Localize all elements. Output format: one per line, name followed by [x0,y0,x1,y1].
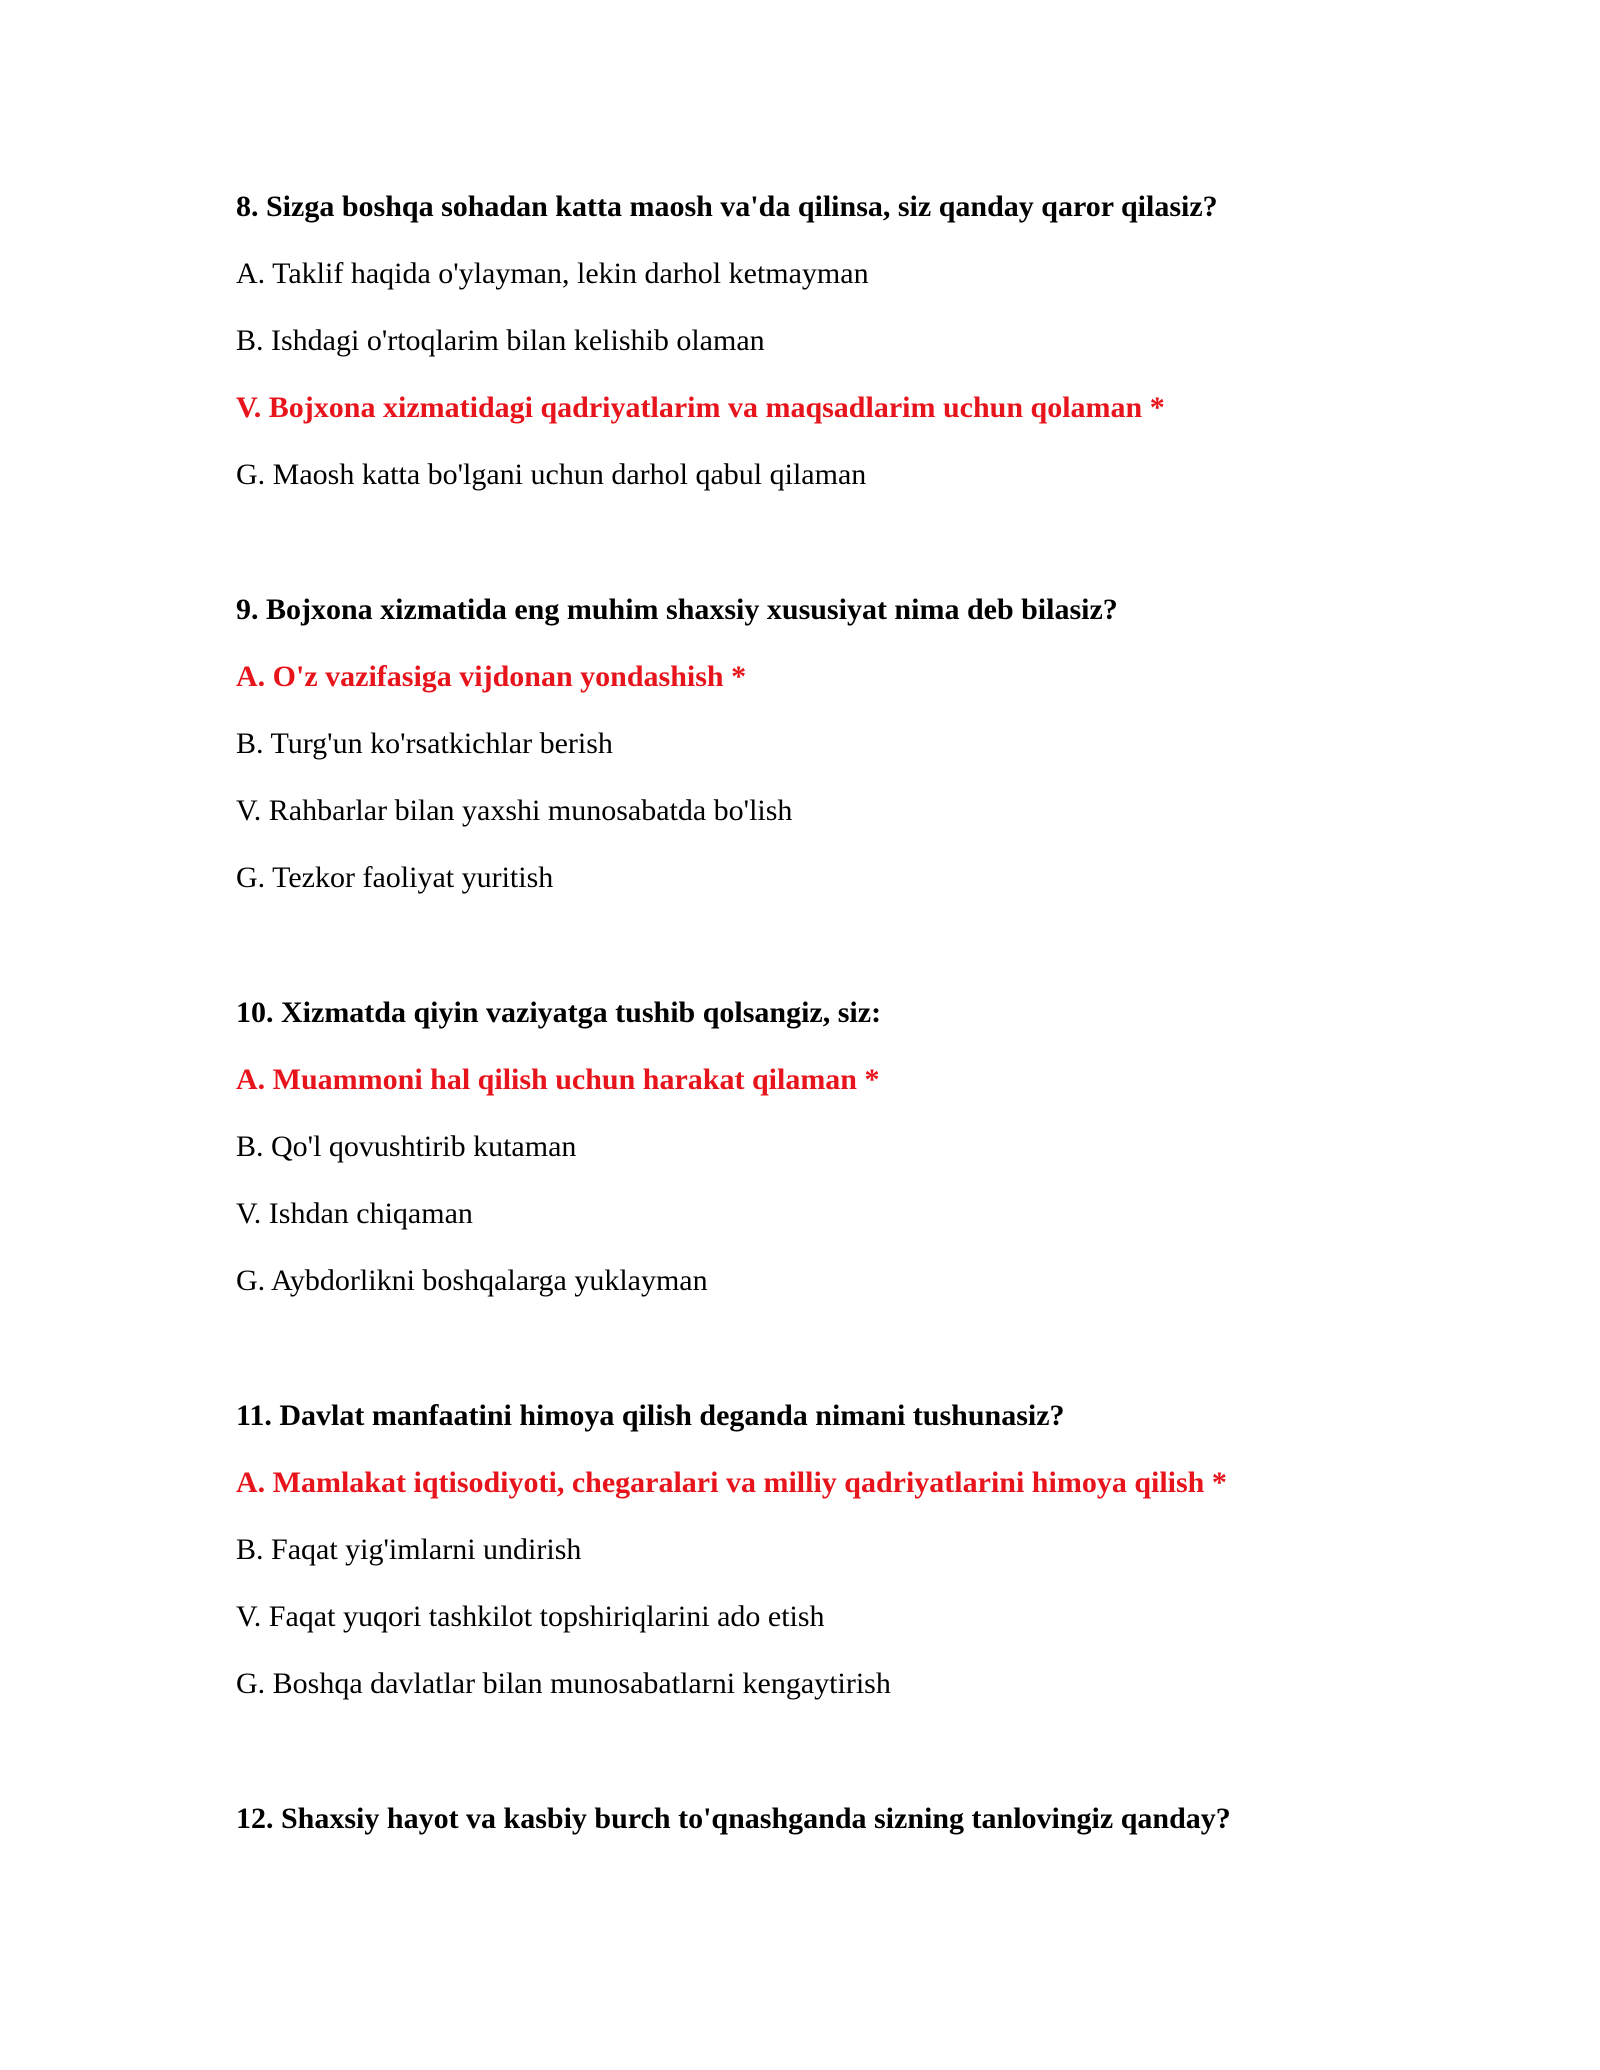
question-text: 11. Davlat manfaatini himoya qilish deganda nimani tushunasiz? [236,1399,1065,1432]
answer-option-v: V. Ishdan chiqaman [236,1197,473,1230]
answer-option-b: B. Faqat yig'imlarni undirish [236,1533,582,1566]
answer-option-a: A. O'z vazifasiga vijdonan yondashish * [236,660,747,693]
answer-option-v: V. Rahbarlar bilan yaxshi munosabatda bo'lish [236,794,793,827]
answer-option-v: V. Bojxona xizmatidagi qadriyatlarim va maqsadlarim uchun qolaman * [236,391,1165,424]
answer-option-b: B. Turg'un ko'rsatkichlar berish [236,727,613,760]
question-text: 8. Sizga boshqa sohadan katta maosh va'da qilinsa, siz qanday qaror qilasiz? [236,190,1218,223]
answer-option-a: A. Taklif haqida o'ylayman, lekin darhol ketmayman [236,257,869,290]
answer-option-g: G. Boshqa davlatlar bilan munosabatlarni kengaytirish [236,1667,891,1700]
question-text: 10. Xizmatda qiyin vaziyatga tushib qolsangiz, siz: [236,996,882,1029]
answer-option-v: V. Faqat yuqori tashkilot topshiriqlarini ado etish [236,1600,825,1633]
answer-option-b: B. Qo'l qovushtirib kutaman [236,1130,577,1163]
answer-option-a: A. Muammoni hal qilish uchun harakat qilaman * [236,1063,880,1096]
question-text: 9. Bojxona xizmatida eng muhim shaxsiy xususiyat nima deb bilasiz? [236,593,1118,626]
answer-option-g: G. Tezkor faoliyat yuritish [236,861,554,894]
answer-option-g: G. Maosh katta bo'lgani uchun darhol qabul qilaman [236,458,867,491]
question-text: 12. Shaxsiy hayot va kasbiy burch to'qnashganda sizning tanlovingiz qanday? [236,1802,1231,1835]
answer-option-b: B. Ishdagi o'rtoqlarim bilan kelishib olaman [236,324,765,357]
answer-option-a: A. Mamlakat iqtisodiyoti, chegaralari va milliy qadriyatlarini himoya qilish * [236,1466,1227,1499]
answer-option-g: G. Aybdorlikni boshqalarga yuklayman [236,1264,708,1297]
